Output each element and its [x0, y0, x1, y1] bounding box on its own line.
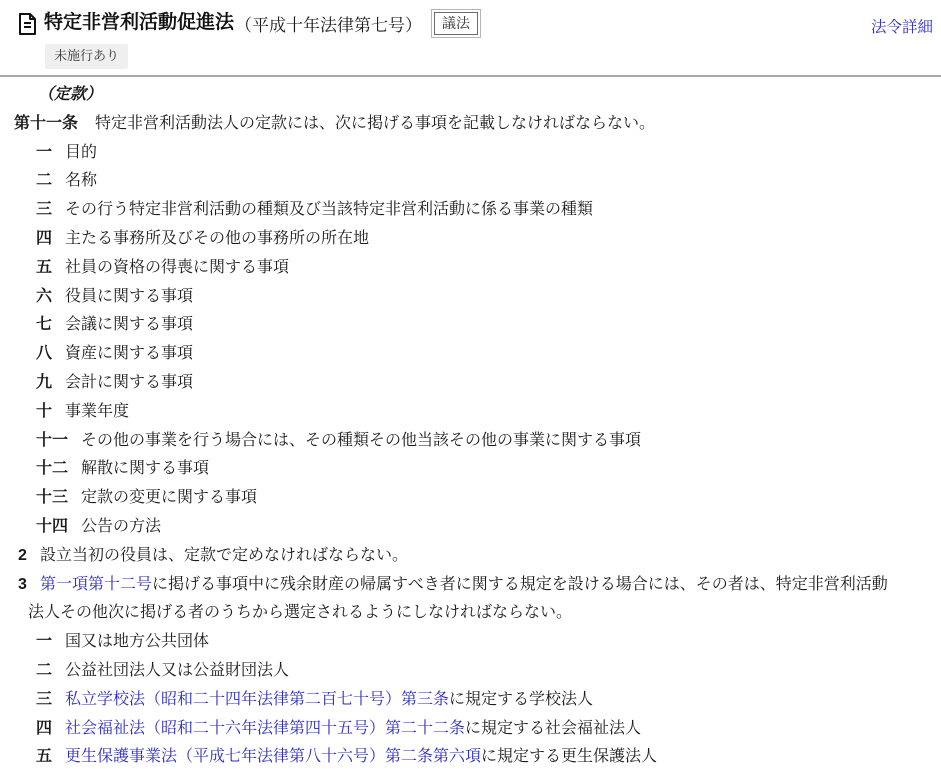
item-number: 五 [36, 258, 53, 276]
list-item [0, 139, 903, 168]
item-number: 二 [36, 661, 53, 679]
list-item [0, 743, 903, 769]
article-body [0, 77, 941, 769]
law-number: （平成十年法律第七号） [235, 16, 423, 35]
list-item [0, 513, 903, 542]
item-text: 目的 [65, 143, 98, 161]
item-text: 社会福祉法（昭和二十六年法律第四十五号）第二十二条に規定する社会福祉法人 [65, 719, 642, 737]
list-item [0, 715, 903, 744]
list-item [0, 311, 903, 340]
paragraph-2 [0, 542, 903, 571]
item-number: 七 [36, 316, 53, 334]
list-item [0, 283, 903, 312]
article-heading-text: 特定非営利活動法人の定款には、次に掲げる事項を記載しなければならない。 [95, 114, 656, 132]
item-text: 公益社団法人又は公益財団法人 [65, 661, 290, 679]
header [0, 0, 941, 40]
item-number: 十一 [36, 431, 69, 449]
list-item [0, 369, 903, 398]
item-number: 四 [36, 719, 53, 737]
item-text: その他の事業を行う場合には、その種類その他当該その他の事業に関する事項 [81, 431, 642, 449]
list-item [0, 196, 903, 225]
list-item [0, 254, 903, 283]
item-text: 役員に関する事項 [65, 287, 194, 305]
header-title-group [18, 11, 921, 36]
item-number: 十三 [36, 489, 69, 507]
item-text: 私立学校法（昭和二十四年法律第二百七十号）第三条に規定する学校法人 [65, 690, 594, 708]
paragraph-3 [0, 571, 903, 629]
law-reference-link[interactable]: 更生保護事業法（平成七年法律第八十六号）第二条第六項 [65, 748, 482, 766]
paragraph-text: 設立当初の役員は、定款で定めなければならない。 [40, 546, 409, 564]
item-number: 一 [36, 143, 53, 161]
item-text: 国又は地方公共団体 [65, 633, 210, 651]
list-item [0, 657, 903, 686]
item-number: 十 [36, 402, 53, 420]
cross-reference-link[interactable]: 第一項第十二号 [40, 575, 153, 593]
law-reference-link[interactable]: 社会福祉法（昭和二十六年法律第四十五号）第二十二条 [65, 719, 466, 737]
list-item [0, 167, 903, 196]
status-tag-row [0, 40, 941, 73]
item-number: 十二 [36, 460, 69, 478]
paragraph-number: 2 [18, 546, 27, 564]
item-number: 十四 [36, 517, 69, 535]
list-item [0, 225, 903, 254]
law-title: 特定非営利活動促進法 [44, 12, 235, 34]
list-item [0, 455, 903, 484]
item-text: 解散に関する事項 [81, 460, 210, 478]
item-number: 一 [36, 633, 53, 651]
item-number: 三 [36, 690, 53, 708]
document-icon [18, 13, 37, 35]
item-number: 五 [36, 748, 53, 766]
item-text: 公告の方法 [81, 517, 162, 535]
article-caption: （定款） [38, 86, 103, 103]
item-text: 資産に関する事項 [65, 345, 194, 363]
item-text: 定款の変更に関する事項 [81, 489, 258, 507]
item-text: 事業年度 [65, 402, 130, 420]
item-number: 二 [36, 172, 53, 190]
item-text: 更生保護事業法（平成七年法律第八十六号）第二条第六項に規定する更生保護法人 [65, 748, 658, 766]
list-item [0, 686, 903, 715]
list-item [0, 484, 903, 513]
article-heading [0, 110, 903, 139]
item-text: 会議に関する事項 [65, 316, 194, 334]
item-number: 九 [36, 373, 53, 391]
list-item [0, 340, 903, 369]
item-text: 名称 [65, 172, 98, 190]
unenforced-status-badge: 未施行あり [45, 44, 128, 69]
item-number: 三 [36, 201, 53, 219]
paragraph-text: に掲げる事項中に残余財産の帰属すべき者に関する規定を設ける場合には、その者は、特定非営利活動法人その他次に掲げる者のうちから選定されるようにしなければならない。 [28, 575, 888, 622]
list-item [0, 427, 903, 456]
law-reference-link[interactable]: 私立学校法（昭和二十四年法律第二百七十号）第三条 [65, 690, 450, 708]
list-item [0, 398, 903, 427]
item-text: その行う特定非営利活動の種類及び当該特定非営利活動に係る事業の種類 [65, 201, 594, 219]
item-number: 六 [36, 287, 53, 305]
list-item [0, 628, 903, 657]
item-text: 主たる事務所及びその他の事務所の所在地 [65, 229, 370, 247]
paragraph-number: 3 [18, 575, 27, 593]
item-number: 八 [36, 345, 53, 363]
law-detail-link[interactable]: 法令詳細 [870, 19, 933, 36]
bill-type-badge: 議法 [434, 12, 478, 35]
item-text: 社員の資格の得喪に関する事項 [65, 258, 290, 276]
article-number: 第十一条 [14, 114, 79, 132]
item-text: 会計に関する事項 [65, 373, 194, 391]
item-number: 四 [36, 229, 53, 247]
